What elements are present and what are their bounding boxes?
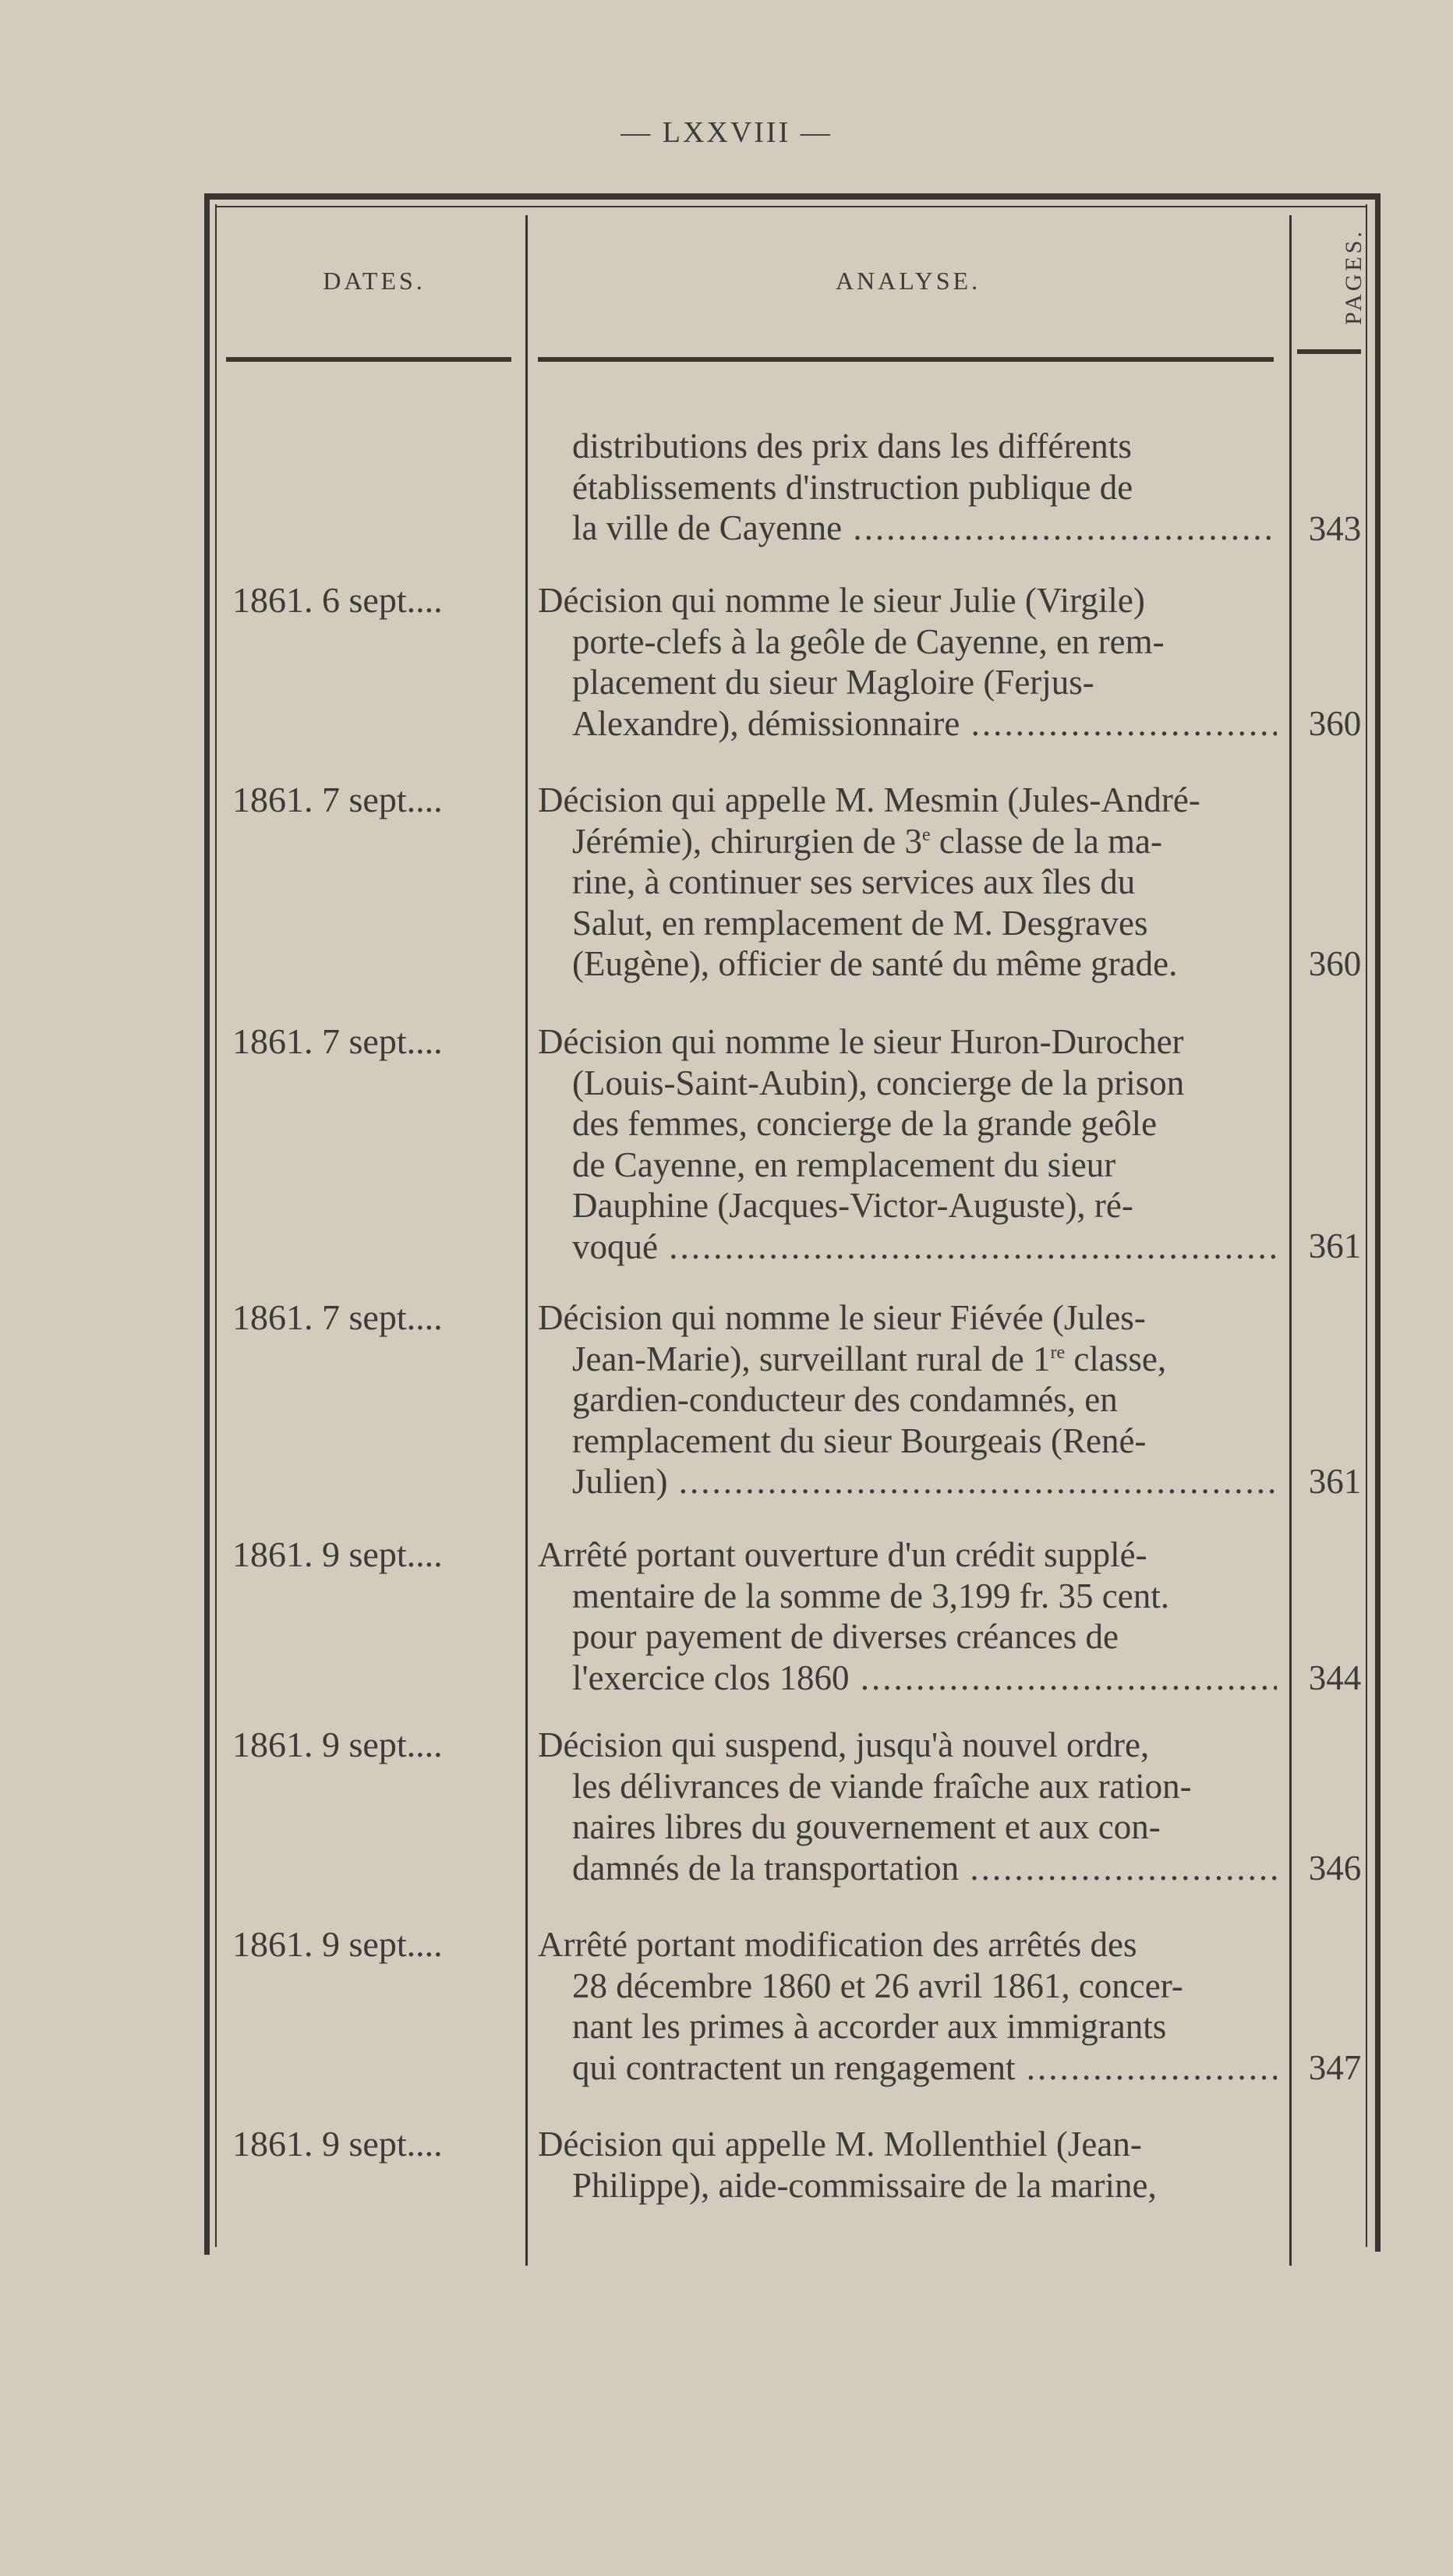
entry-page: 347 — [1308, 2048, 1362, 2087]
entry-date: 1861. 7 sept.... — [232, 1297, 443, 1337]
entry-date: 1861. 7 sept.... — [232, 1021, 443, 1061]
page-number: — LXXVIII — — [620, 116, 833, 149]
entry-analyse: Décision qui suspend, jusqu'à nouvel ordre, les délivrances de viande fraîche aux ration- naires libres du gouvernement et aux con- damnés de la transportation ..... — [538, 1725, 1277, 1888]
table-top-inner-rule — [215, 206, 1367, 207]
entry-analyse: Décision qui nomme le sieur Julie (Virgile) porte-clefs à la geôle de Cayenne, en rem- placement du sieur Magloire (Ferjus- Alexandre), démissionnaire ..... — [538, 580, 1277, 744]
entry-page: 361 — [1308, 1226, 1362, 1265]
header-rule-dates — [226, 357, 511, 362]
header-analyse: ANALYSE. — [835, 267, 981, 295]
table-right-border — [1375, 193, 1381, 2252]
entry-date: 1861. 9 sept.... — [232, 1534, 443, 1574]
entry-date: 1861. 9 sept.... — [232, 2124, 443, 2164]
entry-date: 1861. 6 sept.... — [232, 580, 443, 620]
column-divider-pages — [1289, 215, 1292, 2266]
header-rule-pages — [1297, 349, 1361, 354]
entry-page: 360 — [1308, 704, 1362, 743]
header-pages: PAGES. — [1341, 228, 1366, 325]
entry-date: 1861. 9 sept.... — [232, 1725, 443, 1764]
header-rule-analyse — [538, 357, 1274, 362]
table-top-border — [204, 193, 1381, 200]
entry-analyse: Arrêté portant modification des arrêtés des 28 décembre 1860 et 26 avril 1861, concer- nant les primes à accorder aux immigrants qui contractent un rengagement ..... — [538, 1924, 1277, 2088]
table-left-border — [204, 196, 210, 2255]
entry-analyse: Décision qui nomme le sieur Fiévée (Jules- Jean-Marie), surveillant rural de 1re classe, gardien-conducteur des condamnés, en remplacement du sieur Bourgeais (René- Julien) ..... — [538, 1297, 1277, 1502]
entry-date: 1861. 9 sept.... — [232, 1924, 443, 1964]
entry-page: 346 — [1308, 1849, 1362, 1888]
header-dates: DATES. — [323, 267, 426, 295]
table-left-inner-line — [215, 204, 217, 2247]
entry-page: 360 — [1308, 944, 1362, 983]
entry-page: 343 — [1308, 509, 1362, 548]
entry-date: 1861. 7 sept.... — [232, 780, 443, 819]
entry-analyse: Décision qui nomme le sieur Huron-Durocher (Louis-Saint-Aubin), concierge de la prison des femmes, concierge de la grande geôle de Cayenne, en remplacement du sieur Dauphine (Jacques-Victor-Auguste), ré- voqué ..... — [538, 1021, 1277, 1268]
entry-analyse: Arrêté portant ouverture d'un crédit supplé- mentaire de la somme de 3,199 fr. 35 cent. pour payement de diverses créances de l'exercice clos 1860 ..... — [538, 1534, 1277, 1698]
entry-page: 361 — [1308, 1462, 1362, 1501]
entry-page: 344 — [1308, 1658, 1362, 1697]
entry-analyse: Décision qui appelle M. Mollenthiel (Jean- Philippe), aide-commissaire de la marine, — [538, 2125, 1157, 2205]
entry-analyse: distributions des prix dans les différents établissements d'instruction publique de la ville de Cayenne ..... — [572, 426, 1277, 549]
entry-analyse: Décision qui appelle M. Mesmin (Jules-André- Jérémie), chirurgien de 3e classe de la ma- rine, à continuer ses services aux îles du Salut, en remplacement de M. Desgraves (Eugène), officier de santé du même grade. — [538, 780, 1200, 984]
